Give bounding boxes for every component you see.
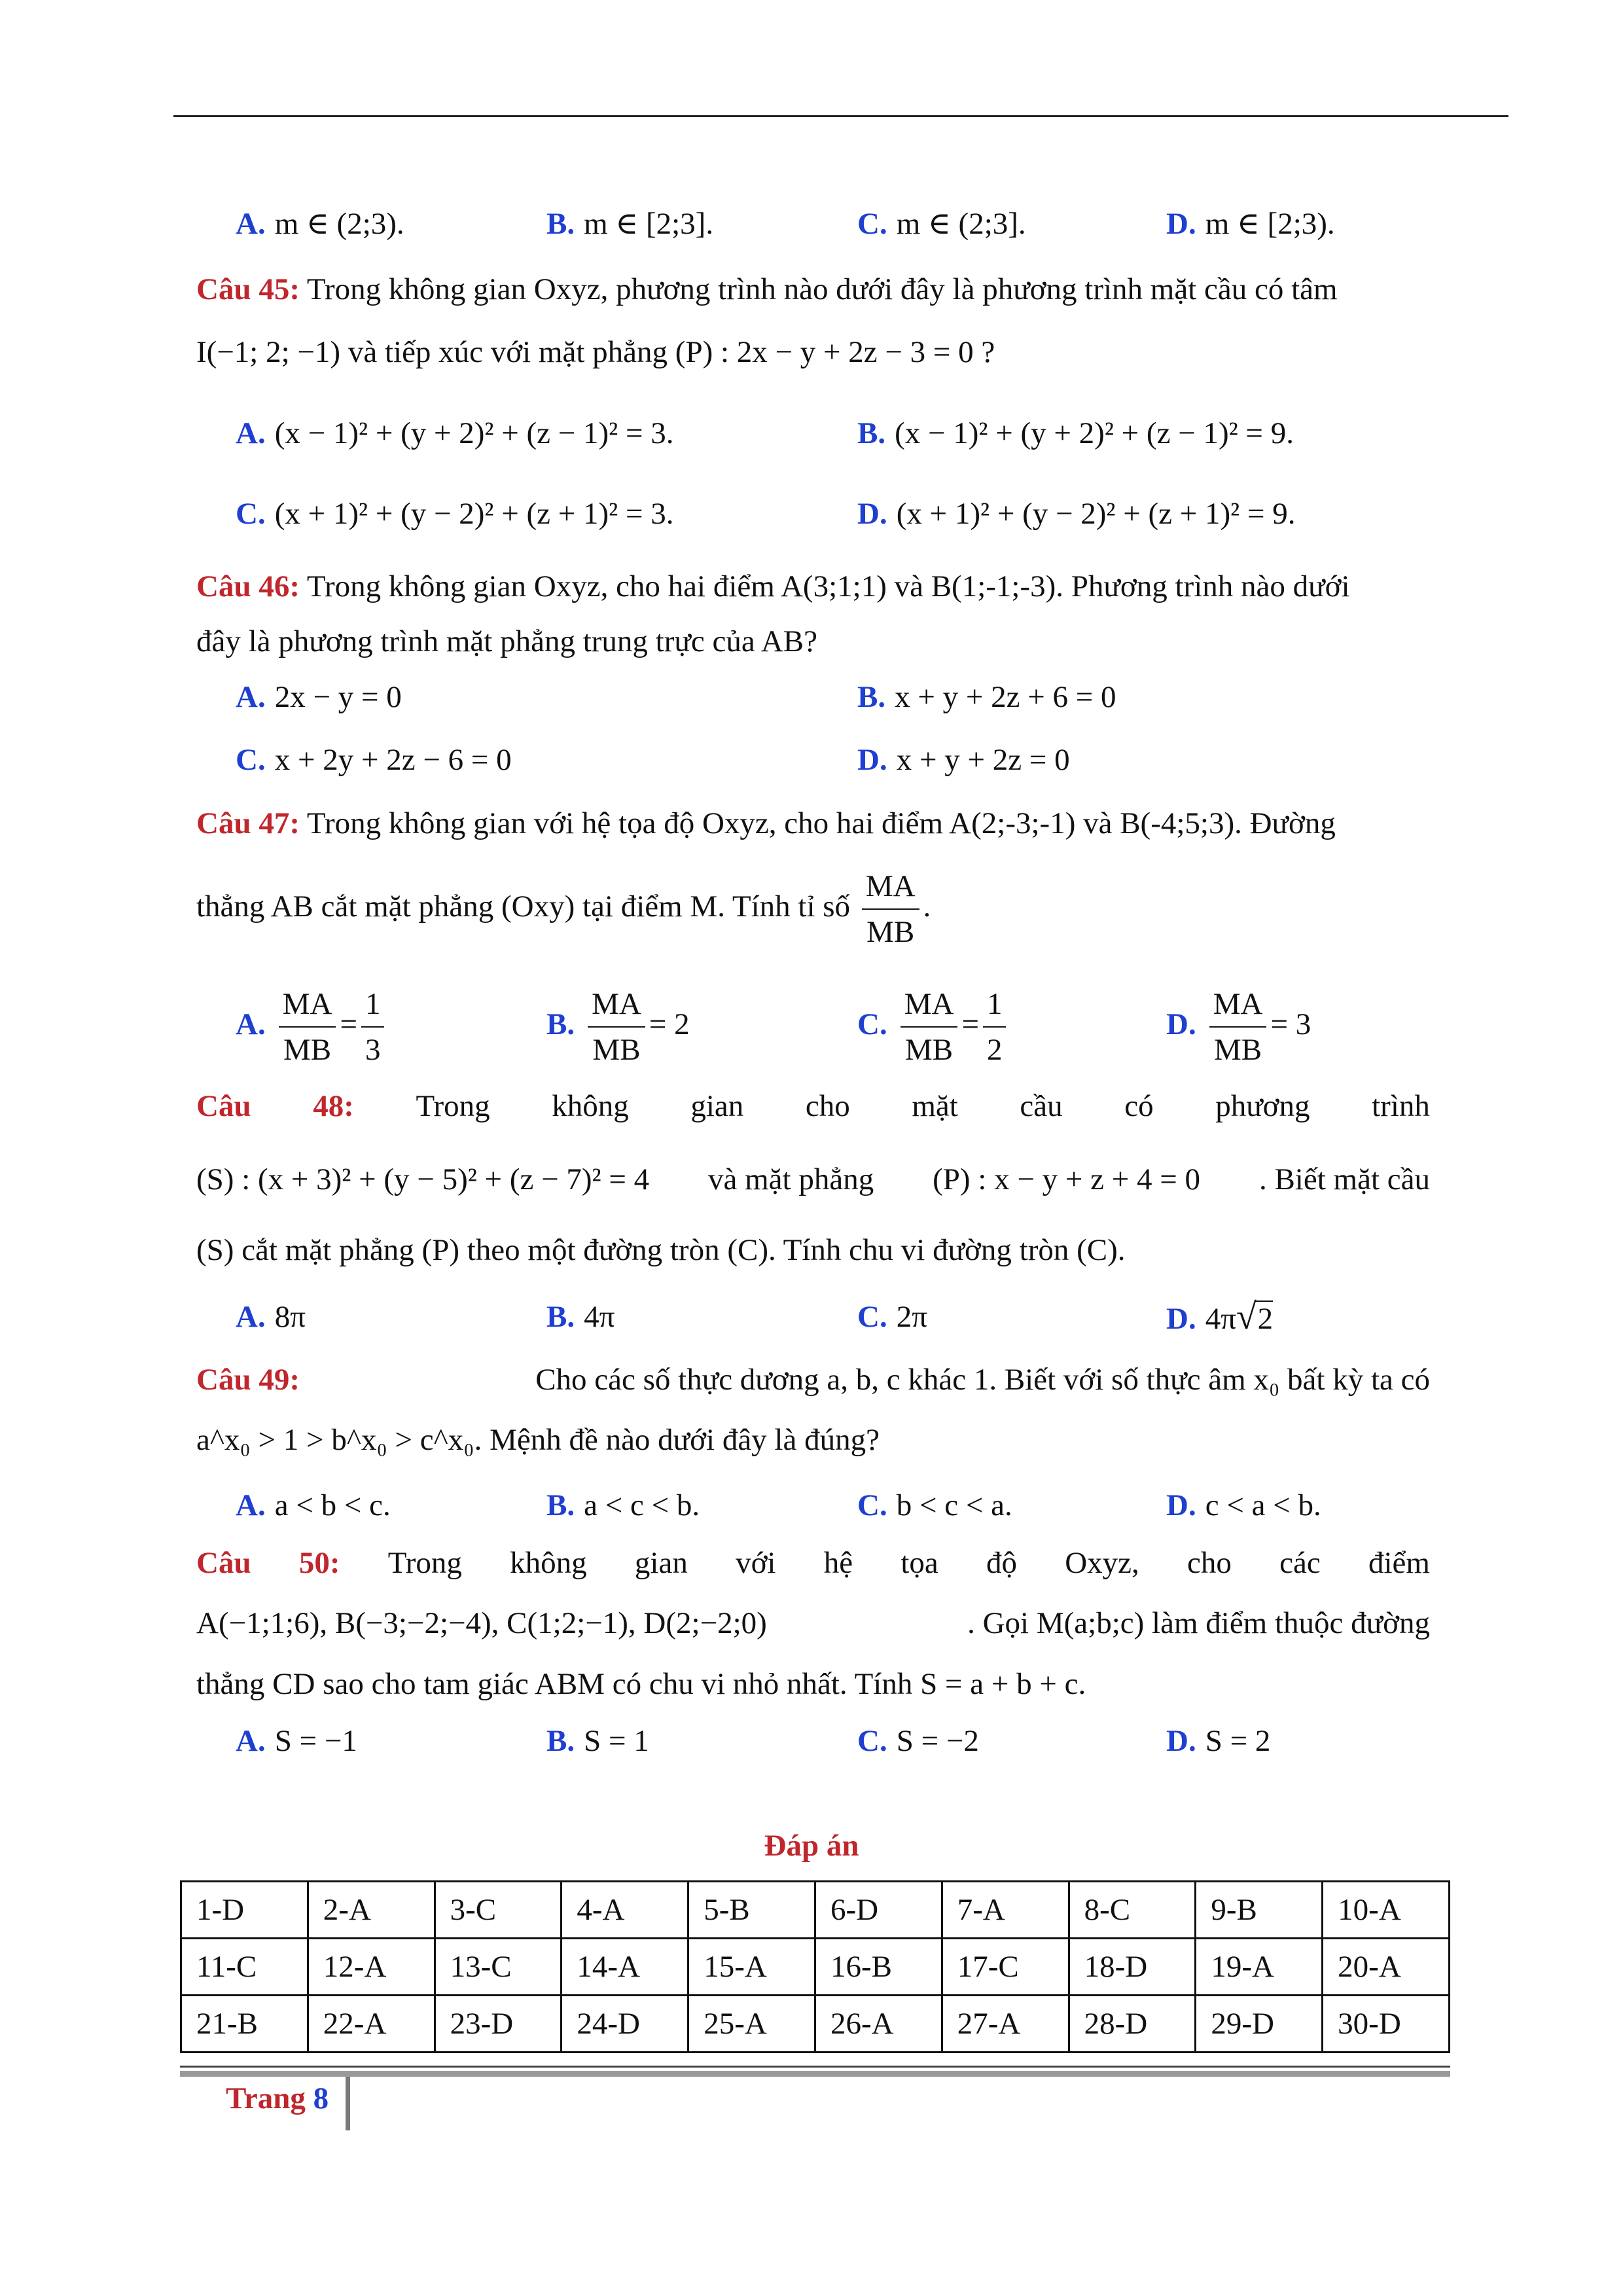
fraction-numerator: MA xyxy=(862,868,919,910)
option-letter: C. xyxy=(857,1488,887,1522)
ratio-fraction xyxy=(862,868,919,950)
radicand: 2 xyxy=(1255,1300,1274,1336)
table-cell: 12-A xyxy=(308,1939,435,1996)
table-cell: 21-B xyxy=(181,1996,308,2053)
q50-option-a xyxy=(236,1721,357,1761)
q46-stem-line1 xyxy=(196,567,1350,606)
fraction-denominator: MB xyxy=(866,915,915,950)
fraction-denominator: MB xyxy=(905,1033,954,1067)
table-cell: 1-D xyxy=(181,1882,308,1939)
word: mặt xyxy=(912,1089,958,1123)
option-letter: D. xyxy=(1166,1007,1196,1041)
table-cell: 30-D xyxy=(1323,1996,1450,2053)
question-label: Câu 46: xyxy=(196,569,300,603)
footer-divider xyxy=(346,2077,350,2130)
table-cell: 29-D xyxy=(1196,1996,1323,2053)
table-cell: 20-A xyxy=(1323,1939,1450,1996)
question-text: Trong không gian Oxyz, phương trình nào dưới đây là phương trình mặt cầu có tâm xyxy=(306,272,1338,306)
question-text: Cho các số thực dương a, b, c khác 1. Biết với số thực âm x₀ bất kỳ ta có xyxy=(535,1363,1430,1397)
page-number xyxy=(226,2079,329,2118)
option-text: = 3 xyxy=(1270,1007,1311,1041)
q50-option-d xyxy=(1166,1721,1270,1761)
q46-option-d xyxy=(857,740,1070,780)
q47-option-b xyxy=(546,975,690,1073)
q49-stem-line1 xyxy=(196,1360,1430,1399)
points-list: A(−1;1;6), B(−3;−2;−4), C(1;2;−1), D(2;−2;0) xyxy=(196,1606,767,1640)
word: phương xyxy=(1215,1089,1310,1123)
q48-stem-line3 xyxy=(196,1230,1126,1270)
word: các xyxy=(1279,1546,1321,1580)
word: cầu xyxy=(1020,1089,1063,1123)
table-row xyxy=(181,1939,1450,1996)
table-cell: 22-A xyxy=(308,1996,435,2053)
q44-option-a xyxy=(236,204,404,243)
option-letter: B. xyxy=(857,680,886,714)
option-text: 2x − y = 0 xyxy=(274,680,402,714)
question-text: . Mệnh đề nào dưới đây là đúng? xyxy=(474,1423,880,1457)
inequality-chain: a^x₀ > 1 > b^x₀ > c^x₀ xyxy=(196,1423,474,1457)
option-text: b < c < a. xyxy=(896,1488,1012,1522)
table-cell: 28-D xyxy=(1069,1996,1196,2053)
option-text: (x − 1)² + (y + 2)² + (z − 1)² = 3. xyxy=(274,416,674,450)
table-cell: 23-D xyxy=(435,1996,562,2053)
word: Trong xyxy=(416,1089,490,1123)
table-cell: 24-D xyxy=(562,1996,688,2053)
option-letter: C. xyxy=(857,1007,887,1041)
q44-option-d xyxy=(1166,204,1335,243)
question-text: . Biết mặt cầu xyxy=(1258,1162,1430,1196)
word: Oxyz, xyxy=(1065,1546,1139,1580)
footer-rule-thick xyxy=(180,2071,1450,2077)
q50-stem-line1 xyxy=(196,1543,1430,1583)
option-letter: B. xyxy=(546,1724,575,1758)
table-cell: 7-A xyxy=(942,1882,1069,1939)
plane-equation: (P) : 2x − y + 2z − 3 = 0 ? xyxy=(675,335,995,369)
fraction-numerator: MA xyxy=(1209,986,1267,1028)
table-cell: 8-C xyxy=(1069,1882,1196,1939)
word: với xyxy=(736,1546,776,1580)
q44-option-b xyxy=(546,204,713,243)
table-cell: 10-A xyxy=(1323,1882,1450,1939)
header-rule xyxy=(173,115,1508,117)
table-cell: 6-D xyxy=(815,1882,942,1939)
q49-option-a xyxy=(236,1486,391,1525)
q47-option-a: A. $\frac{MA}{MB}$ = $\frac{1}{3}$ xyxy=(236,975,388,1073)
question-text: Trong không gian Oxyz, cho hai điểm A(3;1;1) và B(1;-1;-3). Phương trình nào dưới xyxy=(306,569,1350,603)
word: gian xyxy=(690,1089,744,1123)
option-text: a < c < b. xyxy=(584,1488,700,1522)
page-number-value: 8 xyxy=(313,2081,329,2115)
option-letter: C. xyxy=(857,207,887,241)
question-text: (S) cắt mặt phẳng (P) theo một đường tròn (C). Tính chu vi đường tròn (C). xyxy=(196,1233,1126,1267)
question-text: và mặt phẳng xyxy=(708,1162,874,1196)
q48-option-d xyxy=(1166,1297,1273,1338)
option-letter: D. xyxy=(1166,1724,1196,1758)
option-letter: A. xyxy=(236,1300,266,1334)
option-letter: C. xyxy=(236,497,266,531)
option-letter: A. xyxy=(236,416,266,450)
plane-equation: (P) : x − y + z + 4 = 0 xyxy=(933,1162,1201,1196)
q47-stem-line1 xyxy=(196,804,1336,843)
q46-option-c xyxy=(236,740,512,780)
question-text: thẳng AB cắt mặt phẳng (Oxy) tại điểm M. Tính tỉ số xyxy=(196,889,851,924)
option-text: S = 1 xyxy=(584,1724,649,1758)
option-letter: B. xyxy=(546,1007,575,1041)
option-letter: A. xyxy=(236,1724,266,1758)
table-cell: 5-B xyxy=(688,1882,815,1939)
option-text: x + y + 2z + 6 = 0 xyxy=(895,680,1116,714)
option-text: (x − 1)² + (y + 2)² + (z − 1)² = 9. xyxy=(895,416,1294,450)
q47-option-d xyxy=(1166,975,1311,1073)
table-cell: 25-A xyxy=(688,1996,815,2053)
q45-stem-line2 xyxy=(196,332,995,372)
fraction-denominator: MB xyxy=(592,1033,641,1067)
fraction-numerator: MA xyxy=(901,986,958,1028)
q46-stem-line2 xyxy=(196,622,817,661)
word: Trong xyxy=(387,1546,462,1580)
q45-option-c xyxy=(236,494,674,533)
q45-option-a xyxy=(236,414,674,453)
word: gian xyxy=(634,1546,688,1580)
table-cell: 18-D xyxy=(1069,1939,1196,1996)
word: không xyxy=(552,1089,629,1123)
word: không xyxy=(510,1546,587,1580)
option-letter: A. xyxy=(236,207,266,241)
answer-key-title: Đáp án xyxy=(764,1829,859,1863)
option-text: 2π xyxy=(896,1300,927,1334)
word: cho xyxy=(1187,1546,1232,1580)
q48-stem-line1 xyxy=(196,1086,1430,1126)
table-cell: 19-A xyxy=(1196,1939,1323,1996)
option-text: 8π xyxy=(274,1300,306,1334)
q48-option-c xyxy=(857,1297,927,1336)
table-row xyxy=(181,1996,1450,2053)
option-text: m ∈ [2;3]. xyxy=(584,207,714,241)
option-letter: D. xyxy=(1166,207,1196,241)
option-letter: A. xyxy=(236,680,266,714)
word: điểm xyxy=(1368,1546,1430,1580)
option-text: S = 2 xyxy=(1205,1724,1271,1758)
option-text: x + 2y + 2z − 6 = 0 xyxy=(274,743,512,777)
option-text: 4π xyxy=(584,1300,615,1334)
page-label: Trang xyxy=(226,2081,306,2115)
option-text: S = −1 xyxy=(274,1724,357,1758)
option-text: (x + 1)² + (y − 2)² + (z + 1)² = 9. xyxy=(896,497,1296,531)
option-letter: D. xyxy=(1166,1302,1196,1336)
question-text: thẳng CD sao cho tam giác ABM có chu vi nhỏ nhất. Tính S = a + b + c. xyxy=(196,1667,1086,1701)
table-cell: 9-B xyxy=(1196,1882,1323,1939)
table-cell: 3-C xyxy=(435,1882,562,1939)
question-label: Câu 47: xyxy=(196,806,300,840)
table-cell: 26-A xyxy=(815,1996,942,2053)
q44-option-c xyxy=(857,204,1026,243)
option-text: m ∈ (2;3). xyxy=(274,207,404,241)
fraction-numerator: 1 xyxy=(983,986,1007,1028)
option-text: 4π xyxy=(1205,1302,1236,1336)
option-letter: A. xyxy=(236,1007,266,1041)
question-text: và tiếp xúc với mặt phẳng xyxy=(348,335,668,369)
option-letter: C. xyxy=(236,743,266,777)
q46-option-a xyxy=(236,677,402,717)
question-label: Câu 45: xyxy=(196,272,300,306)
fraction-denominator: MB xyxy=(1214,1033,1262,1067)
table-cell: 4-A xyxy=(562,1882,688,1939)
footer-rule xyxy=(180,2066,1450,2068)
table-row xyxy=(181,1882,1450,1939)
option-text: c < a < b. xyxy=(1205,1488,1321,1522)
fraction-numerator: 1 xyxy=(361,986,385,1028)
option-letter: B. xyxy=(857,416,886,450)
table-cell: 15-A xyxy=(688,1939,815,1996)
table-cell: 14-A xyxy=(562,1939,688,1996)
word: có xyxy=(1124,1089,1154,1123)
q48-stem-line2 xyxy=(196,1160,1430,1199)
q48-option-b xyxy=(546,1297,615,1336)
q48-option-a xyxy=(236,1297,306,1336)
answer-key-table xyxy=(180,1880,1450,2053)
word: cho xyxy=(805,1089,850,1123)
option-text: (x + 1)² + (y − 2)² + (z + 1)² = 3. xyxy=(274,497,674,531)
word: độ xyxy=(986,1546,1017,1580)
question-text: đây là phương trình mặt phẳng trung trực của AB? xyxy=(196,624,817,658)
option-text: m ∈ [2;3). xyxy=(1205,207,1335,241)
table-cell: 13-C xyxy=(435,1939,562,1996)
option-text: a < b < c. xyxy=(274,1488,391,1522)
table-cell: 27-A xyxy=(942,1996,1069,2053)
q50-option-b xyxy=(546,1721,649,1761)
word: trình xyxy=(1372,1089,1430,1123)
option-letter: D. xyxy=(1166,1488,1196,1522)
option-letter: D. xyxy=(857,743,887,777)
fraction-denominator: 3 xyxy=(365,1033,381,1067)
table-cell: 17-C xyxy=(942,1939,1069,1996)
q46-option-b xyxy=(857,677,1116,717)
option-letter: D. xyxy=(857,497,887,531)
option-text: x + y + 2z = 0 xyxy=(896,743,1070,777)
option-letter: B. xyxy=(546,1488,575,1522)
option-letter: C. xyxy=(857,1300,887,1334)
question-label: Câu 49: xyxy=(196,1363,300,1397)
fraction-numerator: MA xyxy=(279,986,336,1028)
table-cell: 11-C xyxy=(181,1939,308,1996)
option-letter: B. xyxy=(546,1300,575,1334)
word: tọa xyxy=(901,1546,938,1580)
word: hệ xyxy=(823,1546,853,1580)
q49-option-d xyxy=(1166,1486,1321,1525)
sqrt-icon: √ xyxy=(1236,1297,1257,1337)
sphere-center: I(−1; 2; −1) xyxy=(196,335,341,369)
q47-option-c: C. $\frac{MA}{MB}$ = $\frac{1}{2}$ xyxy=(857,975,1010,1073)
q49-stem-line2 xyxy=(196,1420,880,1460)
question-label: 50: xyxy=(298,1546,340,1580)
q49-option-b xyxy=(546,1486,700,1525)
q50-option-c xyxy=(857,1721,979,1761)
fraction-numerator: MA xyxy=(588,986,645,1028)
question-label: Câu xyxy=(196,1089,251,1123)
option-letter: B. xyxy=(546,207,575,241)
option-text: S = −2 xyxy=(896,1724,979,1758)
q47-stem-line2: thẳng AB cắt mặt phẳng (Oxy) tại điểm M. Tính tỉ số $\frac{MA}{MB}$ . xyxy=(196,869,931,950)
table-cell: 16-B xyxy=(815,1939,942,1996)
question-label: 48: xyxy=(313,1089,354,1123)
q45-stem-line1 xyxy=(196,270,1338,309)
q45-option-b xyxy=(857,414,1294,453)
option-letter: A. xyxy=(236,1488,266,1522)
sphere-equation: (S) : (x + 3)² + (y − 5)² + (z − 7)² = 4 xyxy=(196,1162,650,1196)
q50-stem-line3 xyxy=(196,1664,1086,1704)
fraction-denominator: 2 xyxy=(986,1033,1003,1067)
question-label: Câu xyxy=(196,1546,251,1580)
question-text: . Gọi M(a;b;c) làm điểm thuộc đường xyxy=(967,1606,1430,1640)
question-text: Trong không gian với hệ tọa độ Oxyz, cho hai điểm A(2;-3;-1) và B(-4;5;3). Đường xyxy=(306,806,1336,840)
option-text: m ∈ (2;3]. xyxy=(896,207,1026,241)
option-letter: C. xyxy=(857,1724,887,1758)
q49-option-c xyxy=(857,1486,1012,1525)
option-text: = 2 xyxy=(649,1007,690,1041)
q50-stem-line2 xyxy=(196,1604,1430,1643)
q45-option-d xyxy=(857,494,1296,533)
fraction-denominator: MB xyxy=(283,1033,332,1067)
table-cell: 2-A xyxy=(308,1882,435,1939)
